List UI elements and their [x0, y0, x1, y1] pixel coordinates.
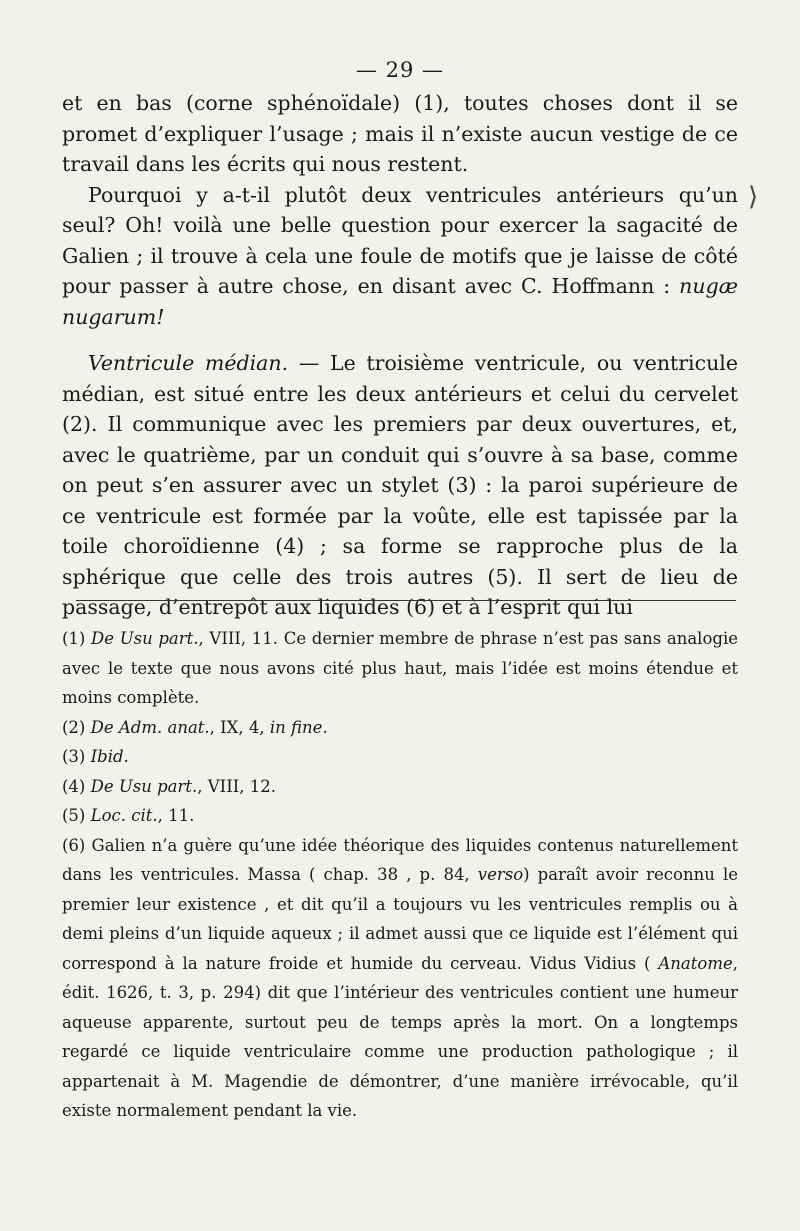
- footnote-number: (4): [62, 776, 86, 796]
- footnote-text: , VIII, 12.: [197, 776, 276, 796]
- footnote-number: (3): [62, 747, 86, 766]
- footnote-italic: in fine.: [269, 717, 328, 737]
- footnote-rule: [76, 600, 736, 601]
- footnote-ref: Loc. cit.: [90, 806, 158, 825]
- paragraph-3: [62, 348, 738, 623]
- footnote-text-2: ) paraît avoir reconnu le premier leur existence , et dit qu’il a toujours vu les ventricules remplis ou à demi pleins d’un liquide aqueux ; il admet aussi que ce liquide est l’élément qui correspond à la nature froide et humide du cerveau. Vidus Vidius (: [62, 865, 738, 973]
- section-heading: Ventricule médian.: [88, 351, 289, 375]
- footnote-3: [62, 742, 738, 772]
- footnote-ref: Ibid.: [90, 747, 129, 766]
- footnote-text: Galien n’a guère qu’une idée théorique des liquides contenus naturellement dans les ventricules. Massa ( chap. 38 , p. 84,: [62, 835, 738, 884]
- footnote-number: (6): [62, 835, 86, 855]
- paragraph-2: [62, 180, 738, 333]
- paragraph-2-italic: nugæ nugarum!: [62, 274, 738, 329]
- footnote-ref: De Adm. anat.: [90, 717, 210, 737]
- footnotes: [62, 624, 738, 1126]
- footnote-number: (2): [62, 717, 86, 737]
- paragraph-2-text: Pourquoi y a-t-il plutôt deux ventricules antérieurs qu’un seul? Oh! voilà une belle question pour exercer la sagacité de Galien ; il trouve à cela une foule de motifs que je laisse de côté pour passer à autre chose, en disant avec C. Hoffmann :: [62, 182, 738, 298]
- footnote-1: [62, 624, 738, 713]
- footnote-number: (5): [62, 806, 86, 825]
- footnote-text-3: , édit. 1626, t. 3, p. 294) dit que l’intérieur des ventricules contient une humeur aqueuse apparente, surtout peu de temps après la mort. On a longtemps regardé ce liquide ventriculaire comme une production pathologique ; il appartenait à M. Magendie de démontrer, d’une manière irrévocable, qu’il existe normalement pendant la vie.: [62, 953, 738, 1120]
- footnote-text: , IX, 4,: [209, 717, 265, 737]
- footnote-text: , VIII, 11. Ce dernier membre de phrase n’est pas sans analogie avec le texte que nous avons cité plus haut, mais l’idée est moins étendue et moins complète.: [62, 629, 738, 707]
- footnote-2: [62, 713, 738, 743]
- paragraph-1: et en bas (corne sphénoïdale) (1), toutes choses dont il se promet d’expliquer l’usage ; mais il n’existe aucun vestige de ce travail dans les écrits qui nous restent.: [62, 91, 738, 176]
- footnote-italic-2: Anatome: [658, 953, 733, 973]
- footnote-6: [62, 831, 738, 1126]
- margin-brace-mark: ⟩: [748, 182, 759, 212]
- footnote-ref: De Usu part.: [91, 629, 199, 648]
- footnote-ref: De Usu part.: [90, 776, 198, 796]
- main-text: [62, 88, 738, 623]
- footnote-4: [62, 772, 738, 802]
- paragraph-3-text: — Le troisième ventricule, ou ventricule médian, est situé entre les deux antérieurs et celui du cervelet (2). Il communique avec les premiers par deux ouvertures, et, avec le quatrième, par un conduit qui s’ouvre à sa base, comme on peut s’en assurer avec un stylet (3) : la paroi supérieure de ce ventricule est formée par la voûte, elle est tapissée par la toile choroïdienne (4) ; sa forme se rapproche plus de la sphérique que celle des trois autres (5). Il sert de lieu de passage, d’entrepôt aux liquides (6) et à l’esprit qui lui: [62, 351, 738, 619]
- footnote-text: , 11.: [157, 806, 195, 825]
- page-number: — 29 —: [355, 58, 445, 82]
- footnote-5: [62, 801, 738, 831]
- footnote-italic: verso: [477, 865, 524, 884]
- footnote-number: (1): [62, 629, 86, 648]
